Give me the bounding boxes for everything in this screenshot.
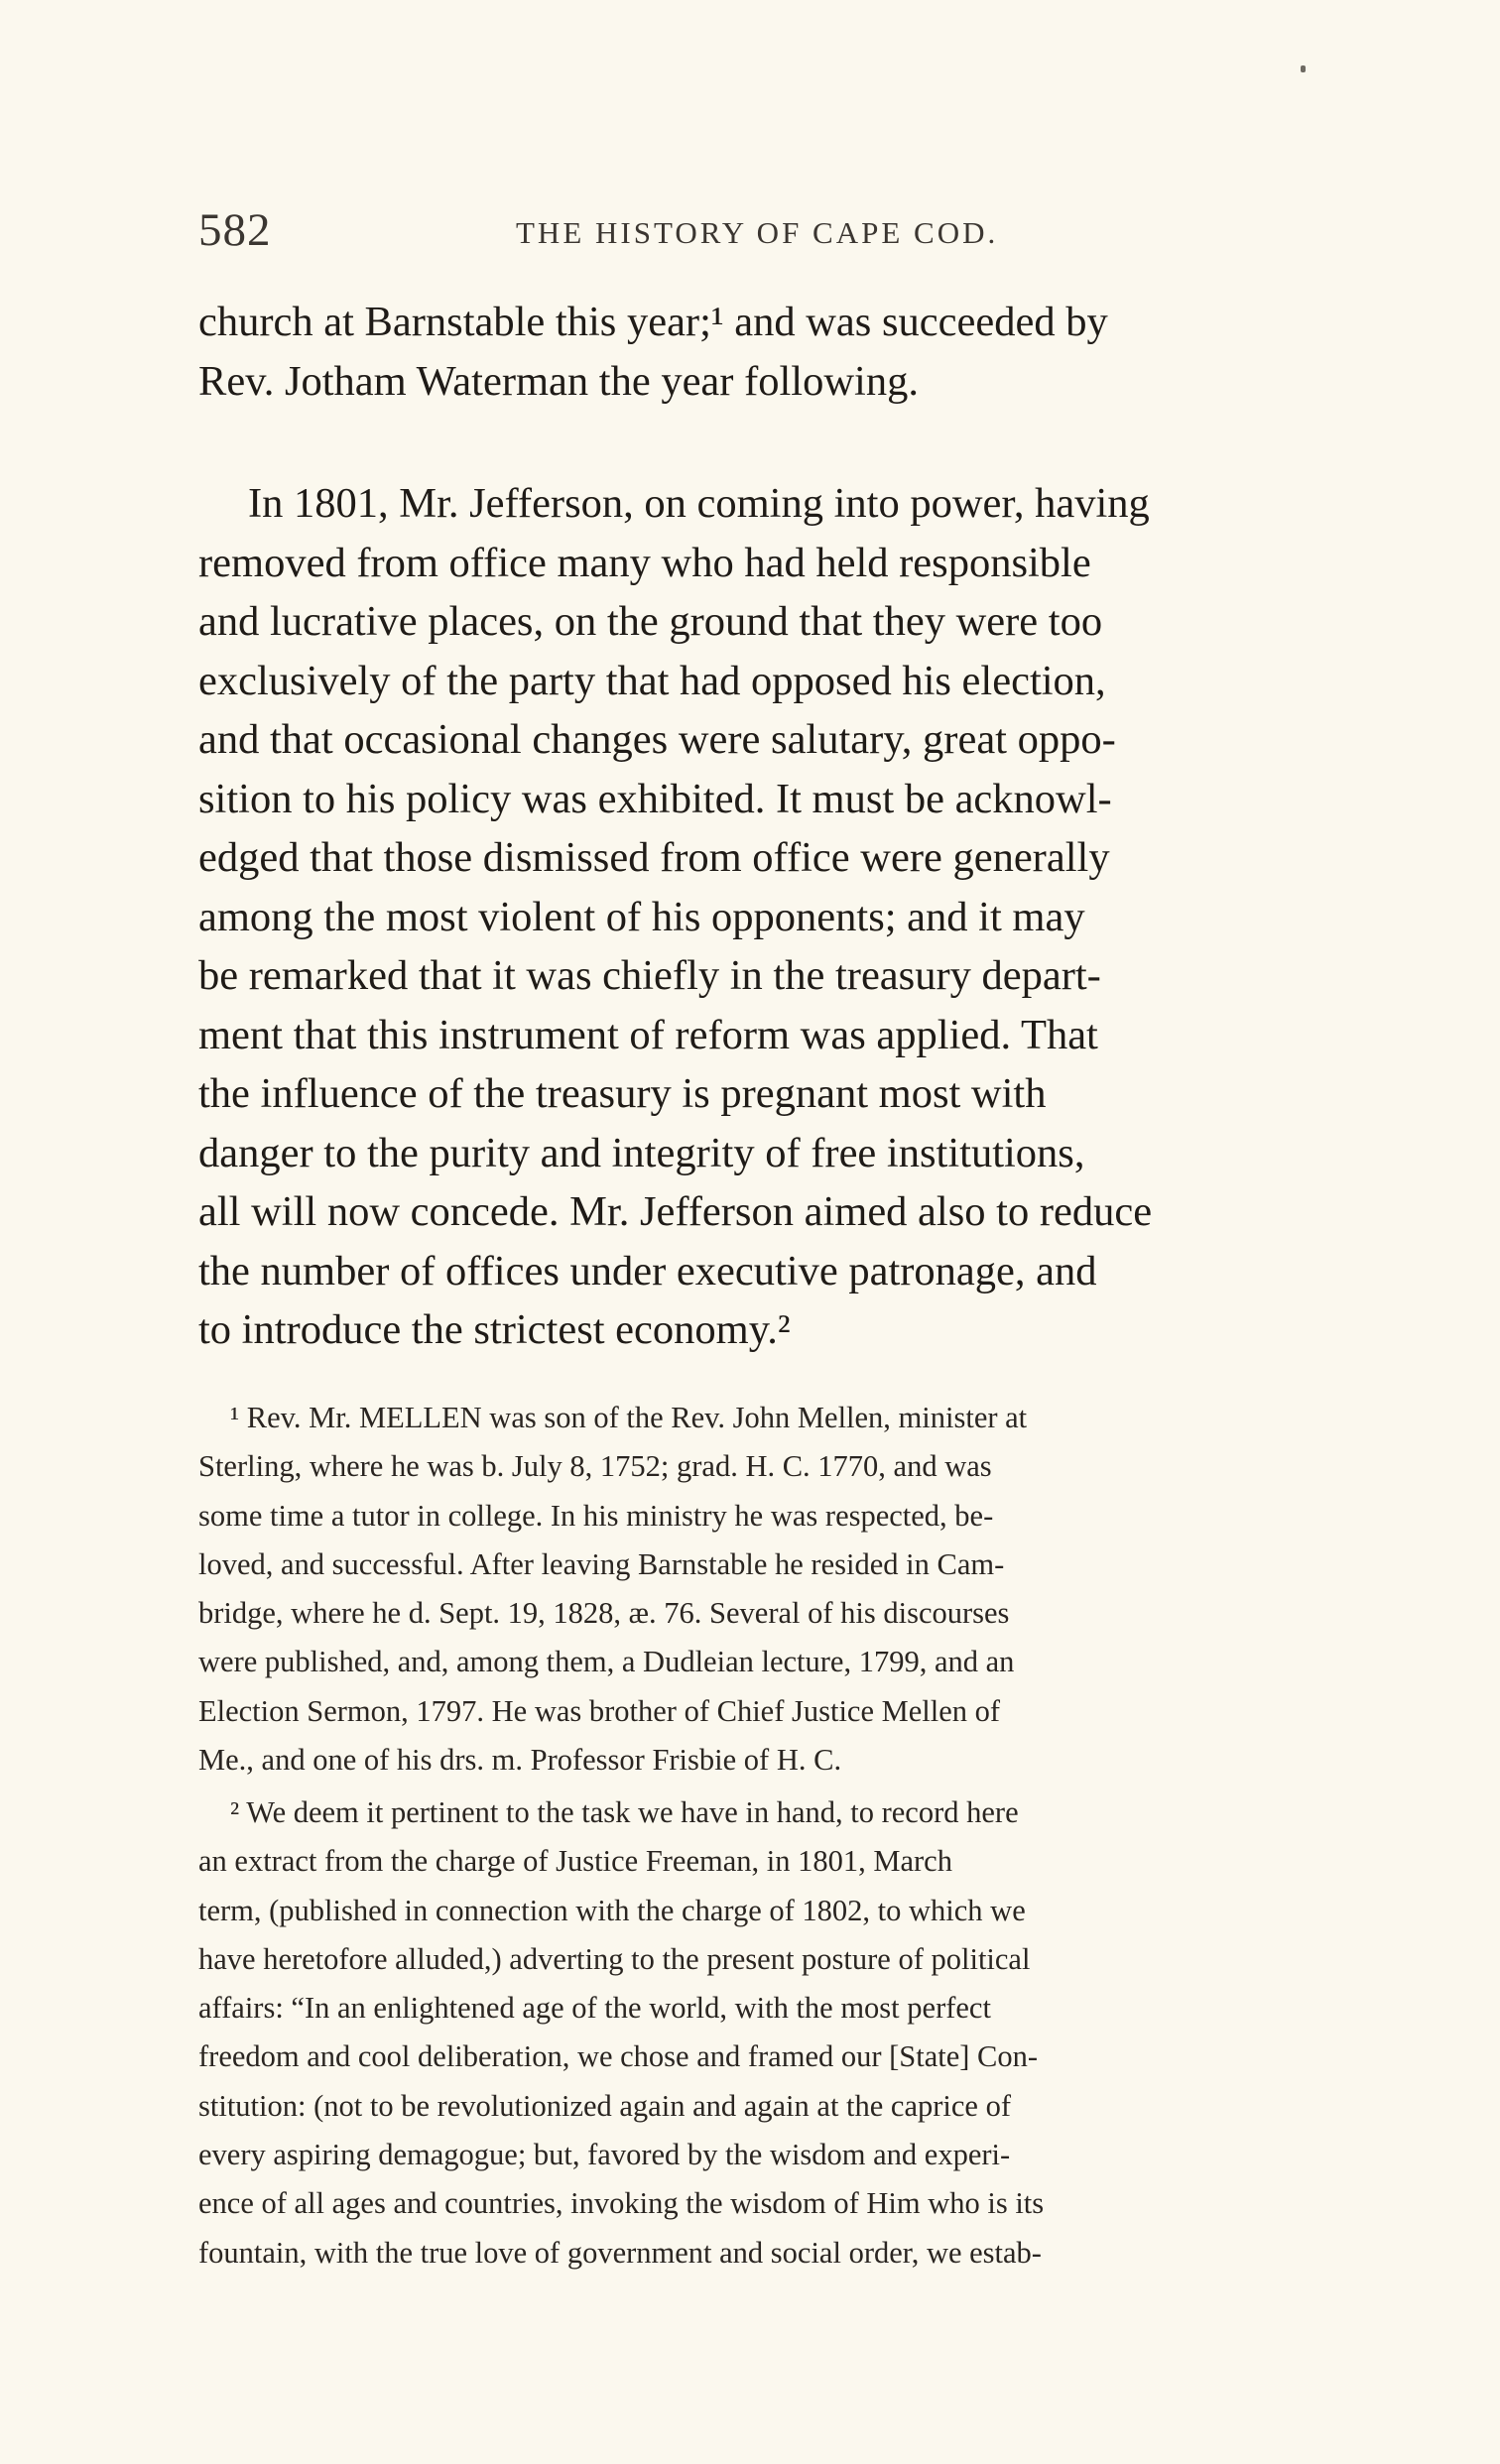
text-line: and lucrative places, on the ground that they were too [198, 598, 1103, 645]
footnote-line: an extract from the charge of Justice Freeman, in 1801, March [198, 1844, 952, 1879]
footnote-line: have heretofore alluded,) adverting to the present posture of political [198, 1941, 1031, 1976]
text-line: Rev. Jotham Waterman the year following. [198, 357, 919, 405]
page-number: 582 [198, 204, 272, 256]
paragraph-1 [198, 293, 1329, 411]
running-head: THE HISTORY OF CAPE COD. [516, 215, 999, 250]
footnote-line: some time a tutor in college. In his ministry he was respected, be- [198, 1498, 994, 1533]
text-line: danger to the purity and integrity of free institutions, [198, 1129, 1085, 1176]
footnote-line: Sterling, where he was b. July 8, 1752; grad. H. C. 1770, and was [198, 1449, 992, 1484]
footnote-line: every aspiring demagogue; but, favored by the wisdom and experi- [198, 2138, 1011, 2172]
text-line: among the most violent of his opponents; and it may [198, 893, 1085, 940]
text-line: be remarked that it was chiefly in the treasury depart- [198, 952, 1101, 999]
footnote-line: were published, and, among them, a Dudleian lecture, 1799, and an [198, 1645, 1015, 1679]
text-line: the number of offices under executive patronage, and [198, 1247, 1097, 1294]
footnote-line: fountain, with the true love of government and social order, we estab- [198, 2235, 1042, 2270]
text-line: the influence of the treasury is pregnant most with [198, 1070, 1047, 1117]
text-line: exclusively of the party that had opposed his election, [198, 657, 1106, 704]
text-line: and that occasional changes were salutary, great oppo- [198, 716, 1116, 763]
footnote-line: ² We deem it pertinent to the task we have in hand, to record here [230, 1795, 1019, 1829]
footnote-line: freedom and cool deliberation, we chose and framed our [State] Con- [198, 2039, 1039, 2074]
text-line: sition to his policy was exhibited. It must be acknowl- [198, 775, 1112, 822]
footnote-line: Me., and one of his drs. m. Professor Frisbie of H. C. [198, 1743, 842, 1778]
footnote-line: ence of all ages and countries, invoking the wisdom of Him who is its [198, 2186, 1045, 2221]
footnote-1 [198, 1394, 1329, 1785]
text-line: In 1801, Mr. Jefferson, on coming into power, having [248, 480, 1150, 527]
footnote-line: ¹ Rev. Mr. MELLEN was son of the Rev. John Mellen, minister at [230, 1401, 1028, 1434]
ink-speck [1301, 65, 1306, 72]
text-line: all will now concede. Mr. Jefferson aimed also to reduce [198, 1188, 1153, 1235]
text-line: church at Barnstable this year;¹ and was succeeded by [198, 299, 1108, 345]
footnote-line: loved, and successful. After leaving Barnstable he resided in Cam- [198, 1546, 1005, 1581]
text-line: edged that those dismissed from office were generally [198, 834, 1110, 881]
footnote-line: term, (published in connection with the charge of 1802, to which we [198, 1893, 1026, 1927]
footnote-2 [198, 1788, 1329, 2278]
footnote-line: affairs: “In an enlightened age of the world, with the most perfect [198, 1991, 991, 2026]
footnote-line: bridge, where he d. Sept. 19, 1828, æ. 76. Several of his discourses [198, 1596, 1010, 1631]
paragraph-2 [198, 474, 1329, 1360]
text-line: to introduce the strictest economy.² [198, 1306, 791, 1353]
text-line: removed from office many who had held responsible [198, 539, 1091, 586]
footnote-line: Election Sermon, 1797. He was brother of Chief Justice Mellen of [198, 1693, 1001, 1728]
text-line: ment that this instrument of reform was applied. That [198, 1011, 1098, 1058]
footnote-line: stitution: (not to be revolutionized again and again at the caprice of [198, 2088, 1011, 2123]
page-header [198, 203, 1329, 263]
